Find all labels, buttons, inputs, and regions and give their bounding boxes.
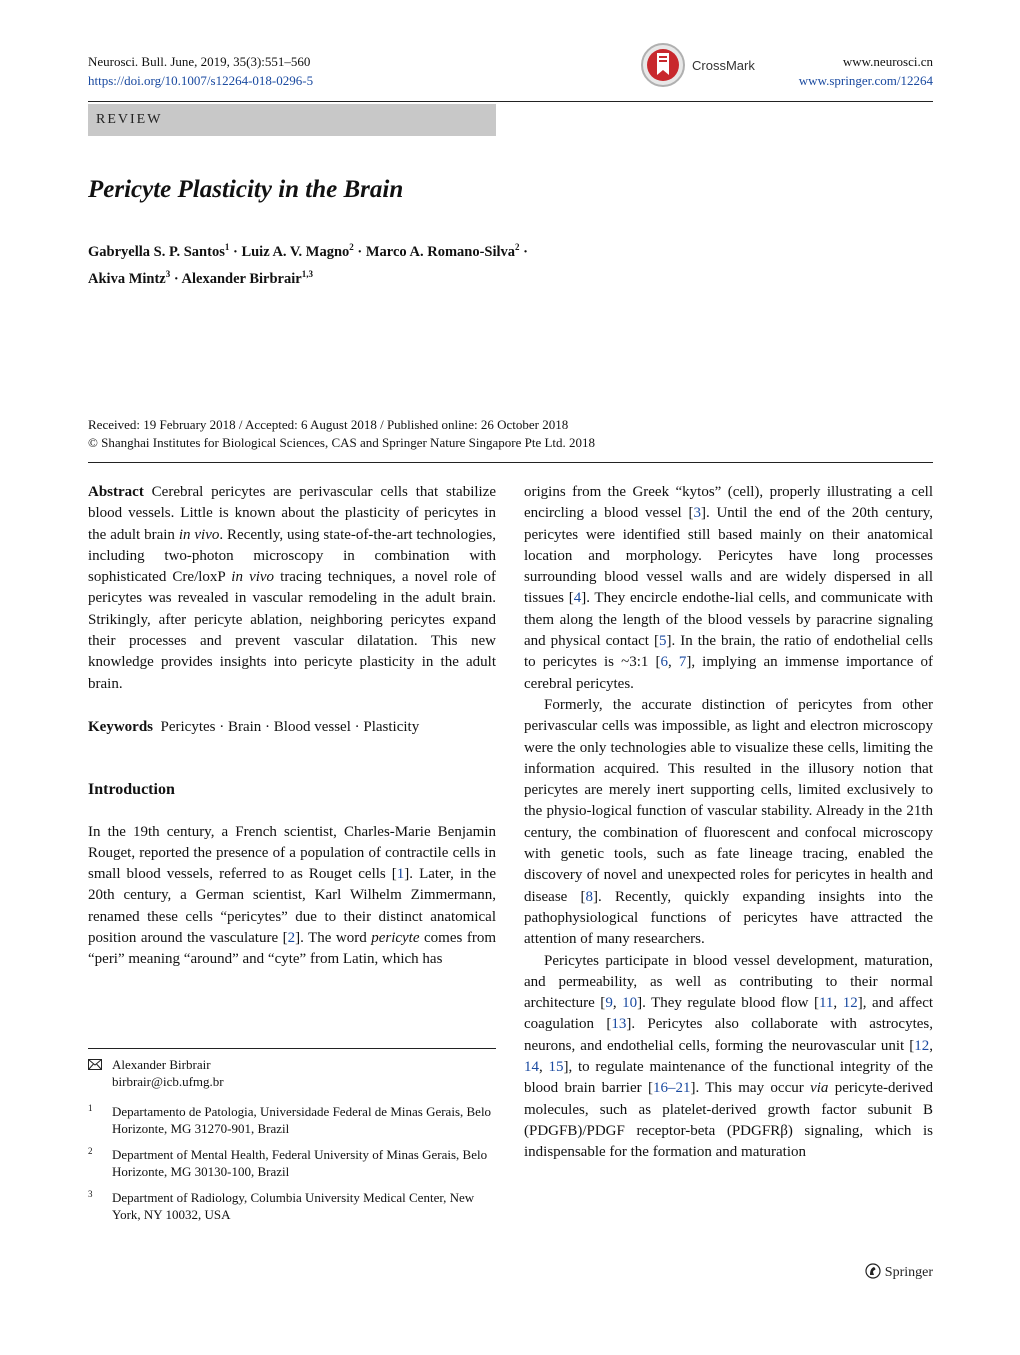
body-paragraph: Formerly, the accurate distinction of pericytes from other perivascular cells was impossible, as light and electron microscopy were the only technologies able to visualize these cells, limiting the information acquired. This resulted in the illusory notion that pericytes are merely inert supporting cells, limited exclusively to the physio-logical function of vascular stability. Already in the 21th century, the combination of fluorescent and confocal microscopy with genetic tools, such as fate lineage tracing, enabled the discovery of novel and unexpected roles for pericytes in health and disease [8]. Recently, quickly expanding insights into the pathophysiological functions of pericytes have attracted the attention of many researchers. (524, 696, 933, 948)
crossmark-icon (640, 42, 686, 88)
copyright-notice: © Shanghai Institutes for Biological Sciences, CAS and Springer Nature Singapore Pte Ltd. 2018 (88, 435, 596, 450)
author-affiliation-mark: 1 (224, 242, 230, 252)
abstract-paragraph: Abstract Cerebral pericytes are perivascular cells that stabilize blood vessels. Little is known about the plasticity of pericytes in the adult brain in vivo. Recently, using state-of-the-art technologies, including two-photon microscopy in combination with sophisticated Cre/loxP in vivo tracing techniques, a novel role of pericytes was revealed in vascular remodeling in the adult brain. Strikingly, after pericyte ablation, neighboring pericytes expand their processes and prevent vascular dilatation. This new knowledge provides insights into pericyte plasticity in the adult brain. (88, 484, 497, 692)
envelope-icon (88, 1057, 102, 1074)
section-heading-introduction: Introduction (88, 781, 175, 799)
affiliation-footnote (88, 1146, 496, 1180)
article-type-label: REVIEW (96, 112, 163, 127)
author-affiliation-mark: 3 (165, 268, 171, 279)
affiliation-footnote (88, 1103, 496, 1137)
affiliation-mark: 3 (88, 1189, 93, 1199)
ref-link[interactable]: 7 (678, 654, 687, 671)
corresponding-email[interactable]: birbrair@icb.ufmg.br (112, 1074, 224, 1089)
right-column (524, 482, 933, 1164)
journal-sites (799, 52, 933, 90)
footnote-rule (88, 1048, 496, 1049)
left-column (88, 482, 496, 971)
author-name[interactable]: Luiz A. V. Magno (241, 243, 350, 260)
crossmark-badge[interactable] (640, 42, 800, 88)
journal-header (88, 52, 313, 90)
ref-link[interactable]: 14 (524, 1059, 539, 1076)
author-name[interactable]: Alexander Birbrair (181, 270, 302, 287)
history-dates: Received: 19 February 2018 / Accepted: 6 August 2018 / Published online: 26 October 2018 (88, 417, 569, 432)
affiliation-mark: 2 (88, 1146, 93, 1156)
author-name[interactable]: Akiva Mintz (88, 270, 166, 287)
affiliation-text: Department of Radiology, Columbia University Medical Center, New York, NY 10032, USA (112, 1190, 475, 1222)
affiliation-footnote (88, 1189, 496, 1223)
affiliation-text: Departamento de Patologia, Universidade Federal de Minas Gerais, Belo Horizonte, MG 31270-901, Brazil (112, 1104, 492, 1136)
spacer (88, 801, 496, 822)
spacer (88, 738, 496, 779)
ref-link[interactable]: 3 (693, 505, 701, 522)
ref-link[interactable]: 8 (585, 888, 594, 905)
publisher-logo (865, 1263, 933, 1284)
abstract-label: Abstract (88, 484, 144, 500)
corresponding-name: Alexander Birbrair (112, 1057, 211, 1072)
publisher-name: Springer (884, 1265, 933, 1280)
keywords-line (88, 717, 496, 738)
ref-link[interactable]: 12 (842, 995, 858, 1012)
intro-paragraph: In the 19th century, a French scientist, Charles-Marie Benjamin Rouget, reported the presence of a population of contractile cells in small blood vessels, referred to as Rouget cells [1]. Later, in the 20th century, a German scientist, Karl Wilhelm Zimmermann, renamed these cells “pericytes” due to their distinct anatomical position around the vasculature [2]. The word pericyte comes from “peri” meaning “around” and “cyte” from Latin, which has (88, 823, 496, 968)
publication-dates (88, 416, 595, 452)
footnotes (88, 1056, 496, 1232)
keywords-text: Pericytes · Brain · Blood vessel · Plasticity (160, 718, 420, 735)
affiliation-text: Department of Mental Health, Federal University of Minas Gerais, Belo Horizonte, MG 30130-100, Brazil (112, 1147, 488, 1179)
site-springer-link[interactable]: www.springer.com/12264 (798, 73, 933, 88)
corresponding-author (88, 1056, 496, 1090)
ref-link[interactable]: 16–21 (652, 1080, 691, 1097)
author-affiliation-mark: 2 (515, 242, 520, 252)
ref-link[interactable]: 12 (914, 1037, 930, 1054)
journal-citation: Neurosci. Bull. June, 2019, 35(3):551–560 (88, 54, 311, 69)
ref-link[interactable]: 15 (548, 1059, 564, 1076)
section-rule (88, 462, 933, 463)
author-affiliation-mark: 1,3 (301, 268, 313, 279)
body-paragraph: origins from the Greek “kytos” (cell), properly illustrating a cell encircling a blood vessel [3]. Until the end of the 20th century, pericytes were identified still based mainly on their anatomical location and morphology. Pericytes have long processes surrounding blood vessel walls and are widely dispersed in all tissues [4]. They encircle endothe-lial cells, and communicate with them along the length of the blood vessels by paracrine signaling and physical contact [5]. In the brain, the ratio of endothelial cells to pericytes is ~3:1 [6, 7], implying an immense importance of cerebral pericytes. (524, 484, 934, 692)
site-neurosci[interactable]: www.neurosci.cn (842, 54, 933, 69)
author-list: Gabryella S. P. Santos$^1$ · Luiz A. V. Magno$^2$ · Marco A. Romano-Silva$^2$ · Akiva Mintz$^3$ · Alexander Birbrair$^{1,3}$ (88, 242, 528, 287)
author-affiliation-mark: 2 (349, 242, 354, 252)
article-title: Pericyte Plasticity in the Brain (88, 176, 404, 203)
spacer (88, 695, 496, 717)
body-paragraph: Pericytes participate in blood vessel development, maturation, and permeability, as well as contributing to their normal architecture [9, 10]. They regulate blood flow [11, 12], and affect coagulation [13]. Pericytes also collaborate with astrocytes, neurons, and endothelial cells, forming the neurovascular unit [12, 14, 15], to regulate maintenance of the functional integrity of the blood brain barrier [16–21]. This may occur via pericyte-derived molecules, such as platelet-derived growth factor subunit B (PDGFB)/PDGF receptor-beta (PDGFRβ) signaling, which is indispensable for the formation and maturation (524, 952, 934, 1161)
author-name[interactable]: Marco A. Romano-Silva (365, 243, 516, 260)
crossmark-label: CrossMark (692, 58, 755, 73)
ref-link[interactable]: 5 (658, 633, 667, 650)
article-type-band (88, 104, 496, 136)
ref-link[interactable]: 13 (611, 1016, 627, 1033)
ref-link[interactable]: 1 (396, 866, 405, 883)
affiliation-mark: 1 (88, 1103, 93, 1113)
ref-link[interactable]: 2 (287, 930, 296, 947)
ref-link[interactable]: 11 (818, 995, 834, 1012)
author-name[interactable]: Gabryella S. P. Santos (88, 243, 225, 260)
ref-link[interactable]: 10 (622, 995, 638, 1012)
springer-horse-icon (865, 1263, 881, 1284)
ref-link[interactable]: 9 (605, 995, 613, 1012)
header-rule (88, 101, 933, 102)
ref-link[interactable]: 4 (573, 590, 582, 607)
ref-link[interactable]: 6 (660, 654, 668, 671)
doi-link[interactable]: https://doi.org/10.1007/s12264-018-0296-5 (88, 73, 314, 88)
keywords-label: Keywords (88, 718, 153, 735)
